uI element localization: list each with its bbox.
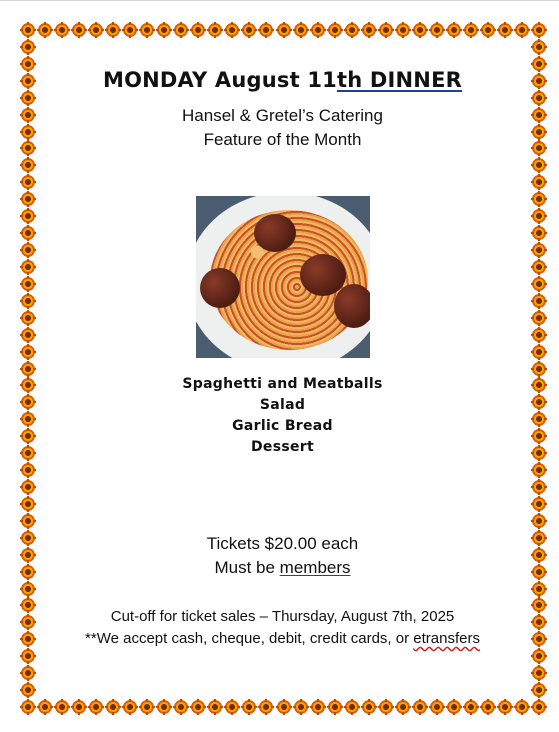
sunflower-icon xyxy=(37,22,53,38)
sunflower-icon xyxy=(395,22,411,38)
flyer-content xyxy=(40,60,525,650)
sunflower-icon xyxy=(20,56,36,72)
sunflower-icon xyxy=(37,699,53,715)
sunflower-icon xyxy=(531,530,547,546)
sunflower-icon xyxy=(276,22,292,38)
sunflower-icon xyxy=(20,191,36,207)
sunflower-icon xyxy=(514,699,530,715)
sunflower-icon xyxy=(207,22,223,38)
sunflower-icon xyxy=(531,462,547,478)
members-word: members xyxy=(279,558,351,577)
payment-prefix: **We accept cash, cheque, debit, credit cards, or xyxy=(85,630,414,647)
sunflower-icon xyxy=(20,293,36,309)
sunflower-icon xyxy=(20,428,36,444)
sunflower-icon xyxy=(531,225,547,241)
menu-item: Garlic Bread xyxy=(232,418,333,434)
sunflower-icon xyxy=(71,22,87,38)
sunflower-icon xyxy=(395,699,411,715)
meatball xyxy=(300,254,346,296)
sunflower-icon xyxy=(531,648,547,664)
sunflower-icon xyxy=(463,22,479,38)
sunflower-icon xyxy=(531,665,547,681)
meatball xyxy=(200,268,240,308)
sunflower-icon xyxy=(173,699,189,715)
sunflower-icon xyxy=(258,699,274,715)
spaghetti-and-meatballs-photo xyxy=(196,196,370,358)
sunflower-icon xyxy=(531,394,547,410)
menu-item: Salad xyxy=(259,397,306,413)
sunflower-icon xyxy=(531,276,547,292)
sunflower-icon xyxy=(20,174,36,190)
sunflower-icon xyxy=(190,22,206,38)
sunflower-icon xyxy=(20,479,36,495)
sunflower-icon xyxy=(20,411,36,427)
payment-etransfers: etransfers xyxy=(413,630,480,647)
sunflower-icon xyxy=(429,699,445,715)
sunflower-icon xyxy=(20,564,36,580)
sunflower-icon xyxy=(446,22,462,38)
sunflower-icon xyxy=(327,22,343,38)
ticket-info xyxy=(40,532,525,580)
sunflower-icon xyxy=(88,22,104,38)
sunflower-icon xyxy=(531,293,547,309)
sunflower-icon xyxy=(190,699,206,715)
sunflower-icon xyxy=(20,327,36,343)
sunflower-icon xyxy=(122,22,138,38)
sunflower-icon xyxy=(531,597,547,613)
membership-note xyxy=(40,556,525,580)
title-suffix: th DINNER xyxy=(336,68,462,92)
sunflower-icon xyxy=(71,699,87,715)
sunflower-icon xyxy=(531,699,547,715)
sunflower-icon xyxy=(20,361,36,377)
title-date: MONDAY August 11 xyxy=(103,68,337,92)
sunflower-icon xyxy=(531,496,547,512)
sunflower-icon xyxy=(20,73,36,89)
sunflower-icon xyxy=(531,90,547,106)
sunflower-icon xyxy=(531,39,547,55)
cutoff-note: Cut-off for ticket sales – Thursday, August 7th, 2025 xyxy=(110,608,455,625)
sunflower-icon xyxy=(20,597,36,613)
sunflower-icon xyxy=(224,699,240,715)
members-prefix: Must be xyxy=(214,558,280,577)
sunflower-icon xyxy=(20,157,36,173)
sunflower-icon xyxy=(361,699,377,715)
sunflower-icon xyxy=(20,208,36,224)
sunflower-icon xyxy=(531,242,547,258)
sunflower-icon xyxy=(446,699,462,715)
sunflower-icon xyxy=(173,22,189,38)
sunflower-icon xyxy=(156,22,172,38)
sunflower-icon xyxy=(531,157,547,173)
sunflower-icon xyxy=(20,547,36,563)
sunflower-icon xyxy=(310,699,326,715)
sunflower-icon xyxy=(531,614,547,630)
sunflower-icon xyxy=(293,22,309,38)
sunflower-icon xyxy=(531,327,547,343)
sunflower-icon xyxy=(20,124,36,140)
sunflower-icon xyxy=(531,259,547,275)
sunflower-icon xyxy=(20,699,36,715)
sunflower-icon xyxy=(531,377,547,393)
sunflower-icon xyxy=(54,699,70,715)
sunflower-icon xyxy=(20,310,36,326)
sunflower-icon xyxy=(122,699,138,715)
menu-item: Dessert xyxy=(251,439,314,455)
sunflower-icon xyxy=(531,107,547,123)
sunflower-icon xyxy=(531,344,547,360)
sunflower-icon xyxy=(463,699,479,715)
sunflower-icon xyxy=(20,496,36,512)
sunflower-icon xyxy=(20,631,36,647)
sunflower-icon xyxy=(497,699,513,715)
caterer-name: Hansel & Gretel’s Catering xyxy=(182,106,383,125)
sunflower-icon xyxy=(20,462,36,478)
menu-item: Spaghetti and Meatballs xyxy=(182,376,383,392)
sunflower-icon xyxy=(531,124,547,140)
sunflower-icon xyxy=(531,361,547,377)
sunflower-icon xyxy=(531,479,547,495)
sunflower-icon xyxy=(20,225,36,241)
sunflower-icon xyxy=(224,22,240,38)
sunflower-icon xyxy=(378,699,394,715)
sunflower-icon xyxy=(531,445,547,461)
sunflower-icon xyxy=(293,699,309,715)
sunflower-icon xyxy=(20,377,36,393)
sunflower-icon xyxy=(241,699,257,715)
meatball xyxy=(334,284,370,328)
sunflower-icon xyxy=(20,39,36,55)
sunflower-icon xyxy=(88,699,104,715)
payment-note xyxy=(40,628,525,650)
sunflower-icon xyxy=(531,428,547,444)
meatball xyxy=(254,214,296,252)
sunflower-icon xyxy=(361,22,377,38)
sunflower-icon xyxy=(531,310,547,326)
sunflower-icon xyxy=(531,56,547,72)
sunflower-icon xyxy=(20,259,36,275)
sunflower-icon xyxy=(531,581,547,597)
sunflower-icon xyxy=(412,22,428,38)
sunflower-icon xyxy=(20,513,36,529)
sunflower-icon xyxy=(480,699,496,715)
sunflower-icon xyxy=(105,22,121,38)
sunflower-icon xyxy=(531,140,547,156)
sunflower-icon xyxy=(20,581,36,597)
sunflower-icon xyxy=(531,73,547,89)
sunflower-icon xyxy=(20,614,36,630)
sunflower-icon xyxy=(531,564,547,580)
sunflower-icon xyxy=(20,344,36,360)
sunflower-icon xyxy=(531,174,547,190)
menu-list xyxy=(40,374,525,458)
sunflower-icon xyxy=(20,107,36,123)
sunflower-icon xyxy=(156,699,172,715)
sunflower-icon xyxy=(514,22,530,38)
sunflower-icon xyxy=(429,22,445,38)
sunflower-icon xyxy=(20,276,36,292)
sunflower-icon xyxy=(327,699,343,715)
sunflower-icon xyxy=(310,22,326,38)
ticket-price: Tickets $20.00 each xyxy=(206,534,359,553)
sunflower-icon xyxy=(241,22,257,38)
sunflower-icon xyxy=(20,665,36,681)
sunflower-icon xyxy=(531,631,547,647)
sunflower-icon xyxy=(258,22,274,38)
sunflower-icon xyxy=(54,22,70,38)
sunflower-icon xyxy=(20,90,36,106)
sunflower-icon xyxy=(20,242,36,258)
sunflower-icon xyxy=(531,513,547,529)
sunflower-icon xyxy=(105,699,121,715)
sunflower-icon xyxy=(531,682,547,698)
feature-subtitle: Feature of the Month xyxy=(203,130,362,149)
sunflower-icon xyxy=(20,394,36,410)
sunflower-icon xyxy=(378,22,394,38)
sunflower-icon xyxy=(20,648,36,664)
sunflower-icon xyxy=(207,699,223,715)
sunflower-icon xyxy=(531,411,547,427)
sunflower-icon xyxy=(20,22,36,38)
sunflower-icon xyxy=(412,699,428,715)
sales-notes xyxy=(40,606,525,650)
sunflower-icon xyxy=(531,191,547,207)
sunflower-icon xyxy=(20,682,36,698)
sunflower-icon xyxy=(480,22,496,38)
sunflower-icon xyxy=(139,699,155,715)
sunflower-icon xyxy=(531,22,547,38)
sunflower-icon xyxy=(139,22,155,38)
sunflower-icon xyxy=(344,22,360,38)
sunflower-icon xyxy=(20,445,36,461)
sunflower-icon xyxy=(20,140,36,156)
sunflower-icon xyxy=(20,530,36,546)
sunflower-icon xyxy=(344,699,360,715)
page-title xyxy=(40,68,525,92)
sunflower-icon xyxy=(531,547,547,563)
sunflower-icon xyxy=(276,699,292,715)
sunflower-icon xyxy=(531,208,547,224)
sunflower-icon xyxy=(497,22,513,38)
